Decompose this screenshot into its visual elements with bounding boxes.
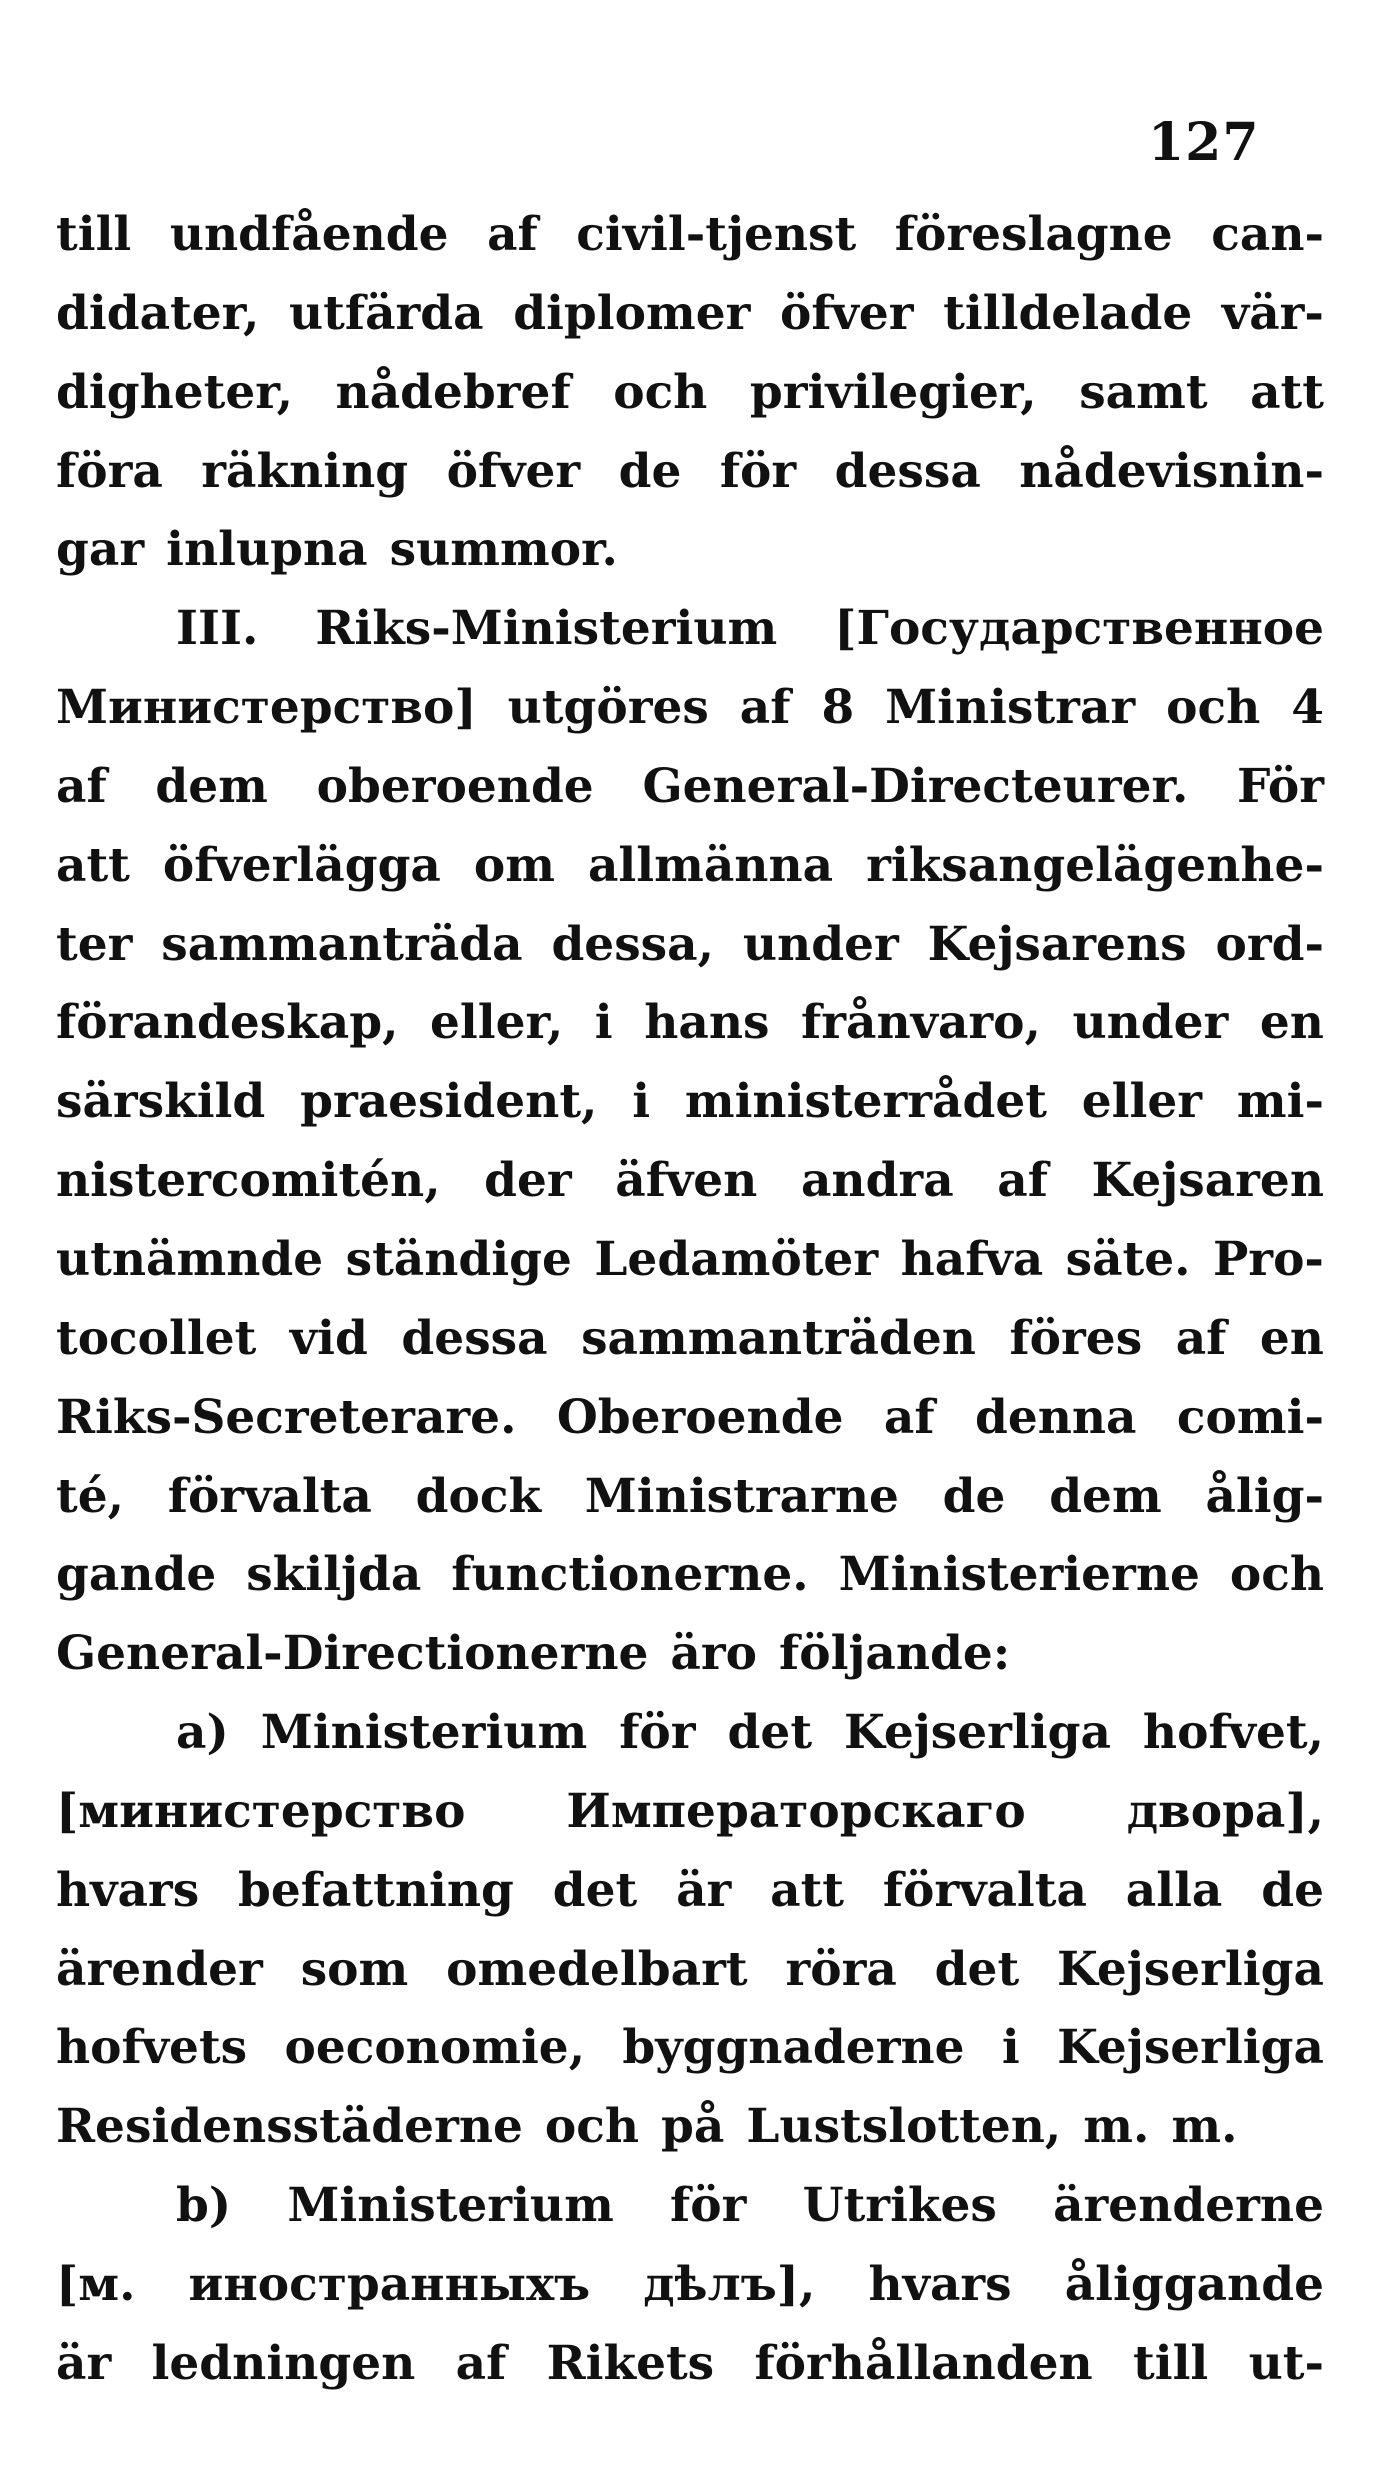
word: hvars <box>868 2256 1012 2312</box>
text-line <box>56 984 1324 1063</box>
word: der <box>484 1153 572 1209</box>
word: dock <box>415 1468 542 1524</box>
word: som <box>300 1941 409 1997</box>
word: comi- <box>1176 1389 1324 1445</box>
word: det <box>552 1862 638 1918</box>
word: förvalta <box>167 1468 372 1524</box>
word: och <box>613 364 708 420</box>
word: 4 <box>1291 680 1324 736</box>
word: vid <box>289 1310 368 1366</box>
word: särskild <box>56 1074 266 1130</box>
word: öfver <box>780 285 914 341</box>
word: m. <box>1083 2099 1150 2155</box>
word: hans <box>644 995 770 1051</box>
word: té, <box>56 1468 124 1524</box>
word: functionerne. <box>451 1547 809 1603</box>
word: dem <box>1049 1468 1162 1524</box>
word: För <box>1237 758 1324 814</box>
text-line <box>56 1300 1324 1379</box>
word: oeconomie, <box>284 2020 586 2076</box>
word: tilldelade <box>943 285 1193 341</box>
word: didater, <box>56 285 260 341</box>
word: eller <box>1081 1074 1203 1130</box>
word: hvars <box>56 1862 200 1918</box>
word: Kejserliga <box>1057 2020 1324 2076</box>
word: säte. <box>1065 1231 1191 1287</box>
page-number: 127 <box>1148 112 1260 173</box>
word: i <box>632 1074 651 1130</box>
word: nådebref <box>335 364 571 420</box>
word: ministerrådet <box>684 1074 1047 1130</box>
word: det <box>727 1705 813 1761</box>
word: dessa <box>834 443 981 499</box>
word: [Государственное <box>834 601 1324 657</box>
word: Utrikes <box>802 2178 997 2234</box>
word: civil-tjenst <box>576 207 857 262</box>
word: om <box>473 837 555 893</box>
word: Ministerium <box>287 2178 614 2234</box>
word: eller, <box>430 995 564 1051</box>
word: Ministrar <box>885 680 1136 736</box>
text-line <box>56 1458 1324 1537</box>
word: ter <box>56 916 133 972</box>
word: byggnaderne <box>622 2020 965 2076</box>
word: af <box>455 2335 507 2391</box>
word: en <box>1259 995 1324 1051</box>
word: de <box>618 443 682 499</box>
word: Министерство] <box>56 680 477 736</box>
word: af <box>997 1153 1048 1209</box>
text-line <box>56 511 1324 590</box>
text-line <box>56 669 1324 748</box>
word: äro <box>670 1626 757 1682</box>
word: hofvet, <box>1142 1705 1324 1761</box>
word: af <box>739 680 791 736</box>
word: ledningen <box>151 2335 416 2391</box>
word: dessa, <box>551 916 714 972</box>
word: diplomer <box>513 285 751 341</box>
word: Kejsarens <box>927 916 1187 972</box>
word: befattning <box>238 1862 514 1918</box>
word: General-Directionerne <box>56 1626 649 1682</box>
word: af <box>487 207 538 262</box>
word: Lustslotten, <box>746 2099 1062 2155</box>
body-text <box>56 196 1324 2404</box>
word: äfven <box>615 1153 758 1209</box>
word: Ledamöter <box>594 1231 879 1287</box>
word: Rikets <box>546 2335 715 2391</box>
text-line <box>56 275 1324 354</box>
word: denna <box>974 1389 1137 1445</box>
word: en <box>1259 1310 1324 1366</box>
word: öfverlägga <box>162 837 441 893</box>
text-line <box>56 1615 1324 1694</box>
word: a) <box>176 1705 229 1761</box>
word: summor. <box>389 522 618 578</box>
text-line <box>56 1221 1324 1300</box>
word: nistercomitén, <box>56 1153 441 1209</box>
word: att <box>770 1862 844 1918</box>
text-line <box>56 1063 1324 1142</box>
word: nådevisnin- <box>1019 443 1324 499</box>
word: дѣлъ], <box>643 2256 816 2312</box>
word: i <box>594 995 613 1051</box>
word: dem <box>155 758 268 814</box>
text-line <box>56 2009 1324 2088</box>
word: följande: <box>779 1626 1011 1682</box>
text-line <box>56 1773 1324 1852</box>
word: tocollet <box>56 1310 257 1366</box>
word: och <box>1229 1547 1324 1603</box>
word: hafva <box>900 1231 1044 1287</box>
word: Pro- <box>1212 1231 1324 1287</box>
word: undfående <box>169 207 449 262</box>
word: can- <box>1211 207 1324 262</box>
text-line <box>56 590 1324 669</box>
word: Oberoende <box>556 1389 844 1445</box>
word: [министерство <box>56 1783 466 1839</box>
word: ut- <box>1248 2335 1324 2391</box>
text-line <box>56 2167 1324 2246</box>
word: andra <box>800 1153 954 1209</box>
word: [м. <box>56 2256 136 2312</box>
word: sammanträda <box>161 916 523 972</box>
word: oberoende <box>316 758 594 814</box>
word: Residensstäderne <box>56 2099 523 2155</box>
word: gar <box>56 522 145 578</box>
text-line <box>56 906 1324 985</box>
word: att <box>1250 364 1324 420</box>
word: mi- <box>1236 1074 1324 1130</box>
word: under <box>1072 995 1229 1051</box>
word: föra <box>56 443 163 499</box>
word: Riks-Ministerium <box>315 601 778 657</box>
word: gande <box>56 1547 217 1603</box>
word: inlupna <box>166 522 368 578</box>
word: samt <box>1079 364 1208 420</box>
word: Ministrarne <box>584 1468 899 1524</box>
word: riksangelägenhe- <box>866 837 1324 893</box>
word: räkning <box>201 443 409 499</box>
word: omedelbart <box>446 1941 748 1997</box>
word: det <box>934 1941 1020 1997</box>
text-line <box>56 1142 1324 1221</box>
word: dessa <box>401 1310 548 1366</box>
word: Kejsaren <box>1091 1153 1324 1209</box>
word: Kejserliga <box>844 1705 1111 1761</box>
word: på <box>661 2099 725 2155</box>
text-line <box>56 2325 1324 2404</box>
word: digheter, <box>56 364 293 420</box>
word: hofvets <box>56 2020 248 2076</box>
text-line <box>56 2246 1324 2325</box>
word: af <box>56 758 107 814</box>
word: Kejserliga <box>1057 1941 1324 1997</box>
word: af <box>883 1389 935 1445</box>
text-line <box>56 827 1324 906</box>
word: skiljda <box>246 1547 422 1603</box>
word: vär- <box>1221 285 1324 341</box>
word: utnämnde <box>56 1231 324 1287</box>
word: öfver <box>446 443 581 499</box>
word: sammanträden <box>581 1310 976 1366</box>
word: ärender <box>56 1941 263 1997</box>
word: åliggande <box>1064 2256 1324 2312</box>
word: allmänna <box>587 837 834 893</box>
word: och <box>1166 680 1261 736</box>
word: förhållanden <box>754 2335 1093 2391</box>
word: ålig- <box>1205 1468 1324 1524</box>
word: alla <box>1125 1862 1223 1918</box>
word: röra <box>785 1941 897 1997</box>
word: ärenderne <box>1053 2178 1324 2234</box>
word: Ministerierne <box>838 1547 1200 1603</box>
word: m. <box>1171 2099 1238 2155</box>
text-line <box>56 1694 1324 1773</box>
word: är <box>56 2335 112 2391</box>
word: utfärda <box>288 285 484 341</box>
word: praesident, <box>300 1074 598 1130</box>
word: af <box>1175 1310 1227 1366</box>
word: 8 <box>821 680 855 736</box>
word: III. <box>176 601 259 657</box>
text-line <box>56 1852 1324 1931</box>
text-line <box>56 1379 1324 1458</box>
text-line <box>56 2088 1324 2167</box>
word: och <box>544 2099 640 2155</box>
word: de <box>942 1468 1006 1524</box>
text-line <box>56 1931 1324 2010</box>
word: de <box>1261 1862 1324 1918</box>
word: till <box>1133 2335 1209 2391</box>
word: föres <box>1009 1310 1143 1366</box>
text-line <box>56 196 1324 275</box>
word: för <box>719 443 797 499</box>
word: General-Directeurer. <box>642 758 1189 814</box>
word: under <box>742 916 899 972</box>
word: privilegier, <box>749 364 1037 420</box>
word: föreslagne <box>894 207 1173 262</box>
word: b) <box>176 2178 232 2234</box>
word: utgöres <box>507 680 709 736</box>
word: Ministerium <box>260 1705 588 1761</box>
text-line <box>56 433 1324 512</box>
word: för <box>670 2178 747 2234</box>
word: ständige <box>345 1231 572 1287</box>
word: frånvaro, <box>801 995 1041 1051</box>
word: i <box>1001 2020 1020 2076</box>
word: Riks-Secreterare. <box>56 1389 517 1445</box>
word: Императорскаго <box>566 1783 1026 1839</box>
word: att <box>56 837 130 893</box>
word: förvalta <box>882 1862 1087 1918</box>
word: förandeskap, <box>56 995 399 1051</box>
word: ord- <box>1215 916 1324 972</box>
word: är <box>676 1862 732 1918</box>
text-line <box>56 1536 1324 1615</box>
word: иностранныхъ <box>188 2256 591 2312</box>
word: för <box>619 1705 696 1761</box>
text-line <box>56 354 1324 433</box>
word: двора], <box>1126 1783 1324 1839</box>
word: till <box>56 207 132 262</box>
text-line <box>56 748 1324 827</box>
